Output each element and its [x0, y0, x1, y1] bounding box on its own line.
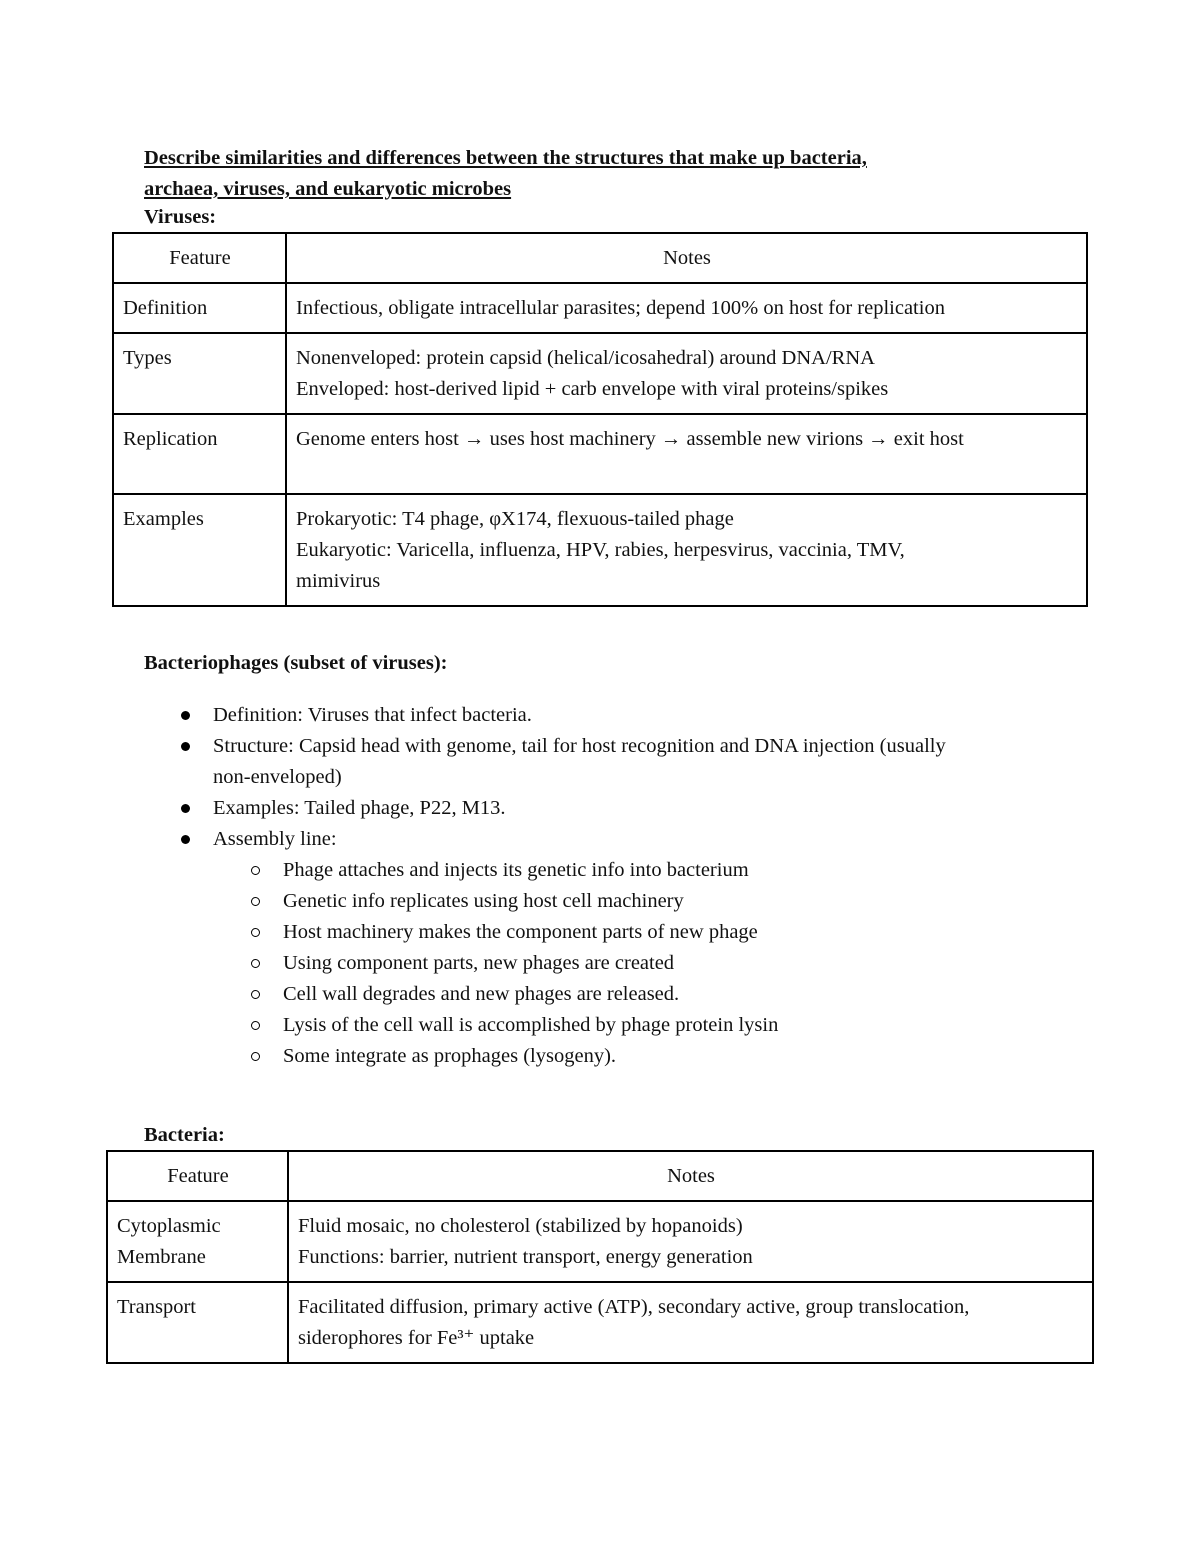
sub-list-item — [213, 917, 1073, 948]
sub-list-item-text: Genetic info replicates using host cell machinery — [283, 890, 684, 912]
bullet-icon — [181, 804, 190, 813]
header-feature: Feature — [113, 233, 286, 283]
notes-line: Prokaryotic: T4 phage, φX174, flexuous-tailed phage — [296, 508, 734, 530]
feature-line: Membrane — [117, 1246, 206, 1268]
list-item-text: non-enveloped) — [213, 766, 342, 788]
bullet-icon — [181, 711, 190, 720]
header-notes: Notes — [288, 1151, 1093, 1201]
feature-cell — [107, 1282, 288, 1363]
hollow-bullet-icon — [251, 990, 260, 999]
feature-cell: Definition — [113, 283, 286, 333]
sub-list-item — [213, 855, 1073, 886]
bacteriophages-title: Bacteriophages (subset of viruses): — [144, 652, 448, 674]
notes-cell — [288, 1201, 1093, 1282]
notes-line: Fluid mosaic, no cholesterol (stabilized by hopanoids) — [298, 1215, 743, 1237]
notes-line: Functions: barrier, nutrient transport, energy generation — [298, 1246, 753, 1268]
notes-line: Enveloped: host-derived lipid + carb envelope with viral proteins/spikes — [296, 378, 889, 400]
notes-cell — [288, 1282, 1093, 1363]
header-feature: Feature — [107, 1151, 288, 1201]
notes-line: Genome enters host → uses host machinery → assemble new virions → exit host — [296, 428, 964, 450]
list-item-text: Definition: Viruses that infect bacteria. — [213, 704, 532, 726]
notes-line: Facilitated diffusion, primary active (ATP), secondary active, group translocation, — [298, 1296, 970, 1318]
list-item — [143, 731, 1073, 793]
header-notes: Notes — [286, 233, 1087, 283]
page-heading-line-1: Describe similarities and differences between the structures that make up bacteria, — [144, 147, 867, 169]
hollow-bullet-icon — [251, 1052, 260, 1061]
hollow-bullet-icon — [251, 959, 260, 968]
sub-list-item — [213, 979, 1073, 1010]
list-item — [143, 700, 1073, 731]
sub-list-item-text: Using component parts, new phages are created — [283, 952, 675, 974]
bullet-icon — [181, 742, 190, 751]
bacteria-table — [106, 1150, 1094, 1364]
table-header-row — [107, 1151, 1093, 1201]
sub-list-item — [213, 886, 1073, 917]
feature-cell — [107, 1201, 288, 1282]
notes-cell — [286, 333, 1087, 414]
notes-line: Nonenveloped: protein capsid (helical/icosahedral) around DNA/RNA — [296, 347, 875, 369]
table-row — [113, 333, 1087, 414]
hollow-bullet-icon — [251, 866, 260, 875]
feature-line: Transport — [117, 1296, 196, 1318]
bacteriophage-bullet-list — [143, 700, 1073, 1072]
page-heading-line-2: archaea, viruses, and eukaryotic microbes — [144, 178, 512, 200]
notes-line: siderophores for Fe³⁺ uptake — [298, 1327, 535, 1349]
notes-cell — [286, 283, 1087, 333]
hollow-bullet-icon — [251, 928, 260, 937]
page-heading — [144, 143, 1044, 205]
bullet-icon — [181, 835, 190, 844]
viruses-table — [112, 232, 1088, 607]
list-item-text: Structure: Capsid head with genome, tail for host recognition and DNA injection (usually — [213, 735, 946, 757]
table-row — [113, 414, 1087, 494]
feature-line: Cytoplasmic — [117, 1215, 221, 1237]
table-header-row — [113, 233, 1087, 283]
bacteria-title: Bacteria: — [144, 1124, 225, 1146]
sub-list-item — [213, 1010, 1073, 1041]
notes-line: Eukaryotic: Varicella, influenza, HPV, rabies, herpesvirus, vaccinia, TMV, — [296, 539, 905, 561]
notes-cell — [286, 494, 1087, 606]
sub-list-item-text: Host machinery makes the component parts of new phage — [283, 921, 758, 943]
feature-cell: Types — [113, 333, 286, 414]
notes-cell — [286, 414, 1087, 494]
table-row — [107, 1201, 1093, 1282]
list-item — [143, 793, 1073, 824]
list-item-text: Examples: Tailed phage, P22, M13. — [213, 797, 506, 819]
notes-line: mimivirus — [296, 570, 381, 592]
assembly-step-list — [213, 855, 1073, 1072]
table-row — [113, 283, 1087, 333]
sub-list-item-text: Lysis of the cell wall is accomplished by phage protein lysin — [283, 1014, 779, 1036]
sub-list-item-text: Phage attaches and injects its genetic info into bacterium — [283, 859, 749, 881]
sub-list-item — [213, 948, 1073, 979]
notes-line: Infectious, obligate intracellular parasites; depend 100% on host for replication — [296, 297, 945, 319]
viruses-title: Viruses: — [144, 206, 217, 228]
table-row — [107, 1282, 1093, 1363]
list-item-text: Assembly line: — [213, 828, 337, 850]
sub-list-item-text: Some integrate as prophages (lysogeny). — [283, 1045, 617, 1067]
list-item — [143, 824, 1073, 1072]
sub-list-item — [213, 1041, 1073, 1072]
feature-cell: Replication — [113, 414, 286, 494]
hollow-bullet-icon — [251, 897, 260, 906]
feature-cell: Examples — [113, 494, 286, 606]
hollow-bullet-icon — [251, 1021, 260, 1030]
sub-list-item-text: Cell wall degrades and new phages are released. — [283, 983, 680, 1005]
table-row — [113, 494, 1087, 606]
